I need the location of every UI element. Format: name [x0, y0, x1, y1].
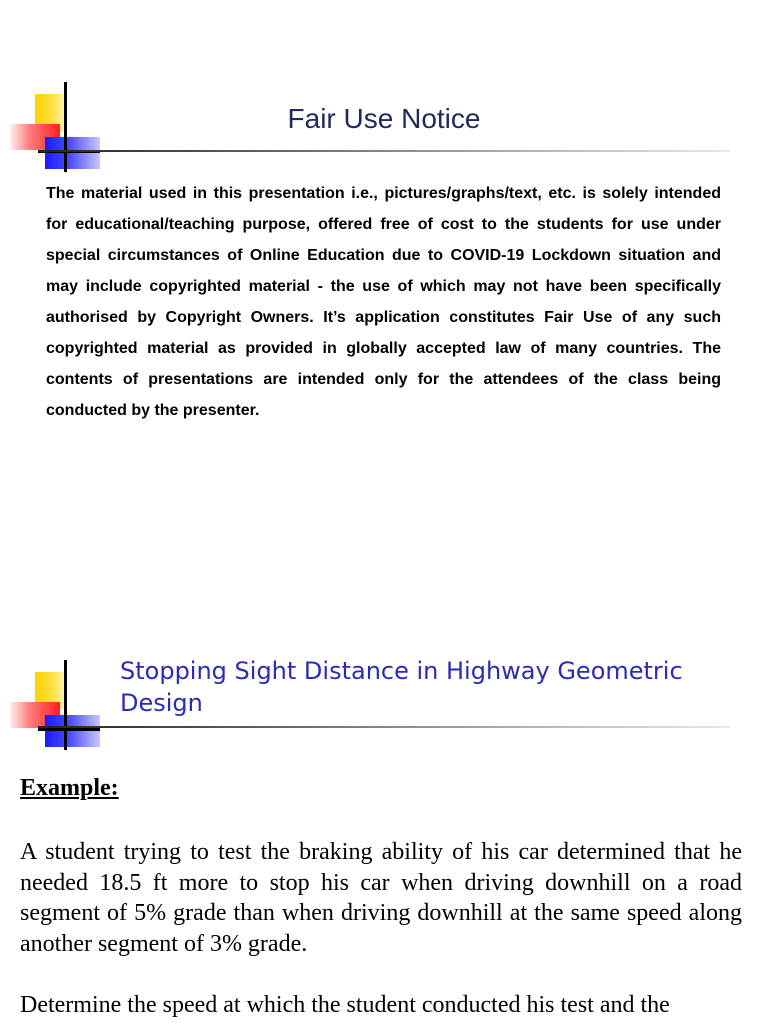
- title-divider: [38, 726, 730, 728]
- example-paragraph: A student trying to test the braking ability of his car determined that he needed 18.5 ft more to stop his car when driving downhill on a road segment of 5% grade than when driving downhill at the same speed along another segment of 3% grade.: [20, 839, 742, 957]
- slide-corner-logo-icon: [0, 660, 110, 750]
- title-divider: [38, 150, 730, 152]
- example-heading: Example:: [20, 775, 119, 801]
- slide-title: Fair Use Notice: [287, 103, 481, 134]
- slide-title: Stopping Sight Distance in Highway Geometric Design: [120, 657, 683, 717]
- slide-stopping-sight-distance: [0, 600, 768, 1024]
- question-paragraph: Determine the speed at which the student conducted his test and the: [20, 992, 670, 1018]
- fair-use-notice-text: The material used in this presentation i.e., pictures/graphs/text, etc. is solely intended for educational/teaching purpose, offered free of cost to the students for use under special circumstances of Online Education due to COVID-19 Lockdown situation and may include copyrighted material - the use of which may not have been specifically authorised by Copyright Owners. It’s application constitutes Fair Use of any such copyrighted material as provided in globally accepted law of many countries. The contents of presentations are intended only for the attendees of the class being conducted by the presenter.: [46, 185, 721, 419]
